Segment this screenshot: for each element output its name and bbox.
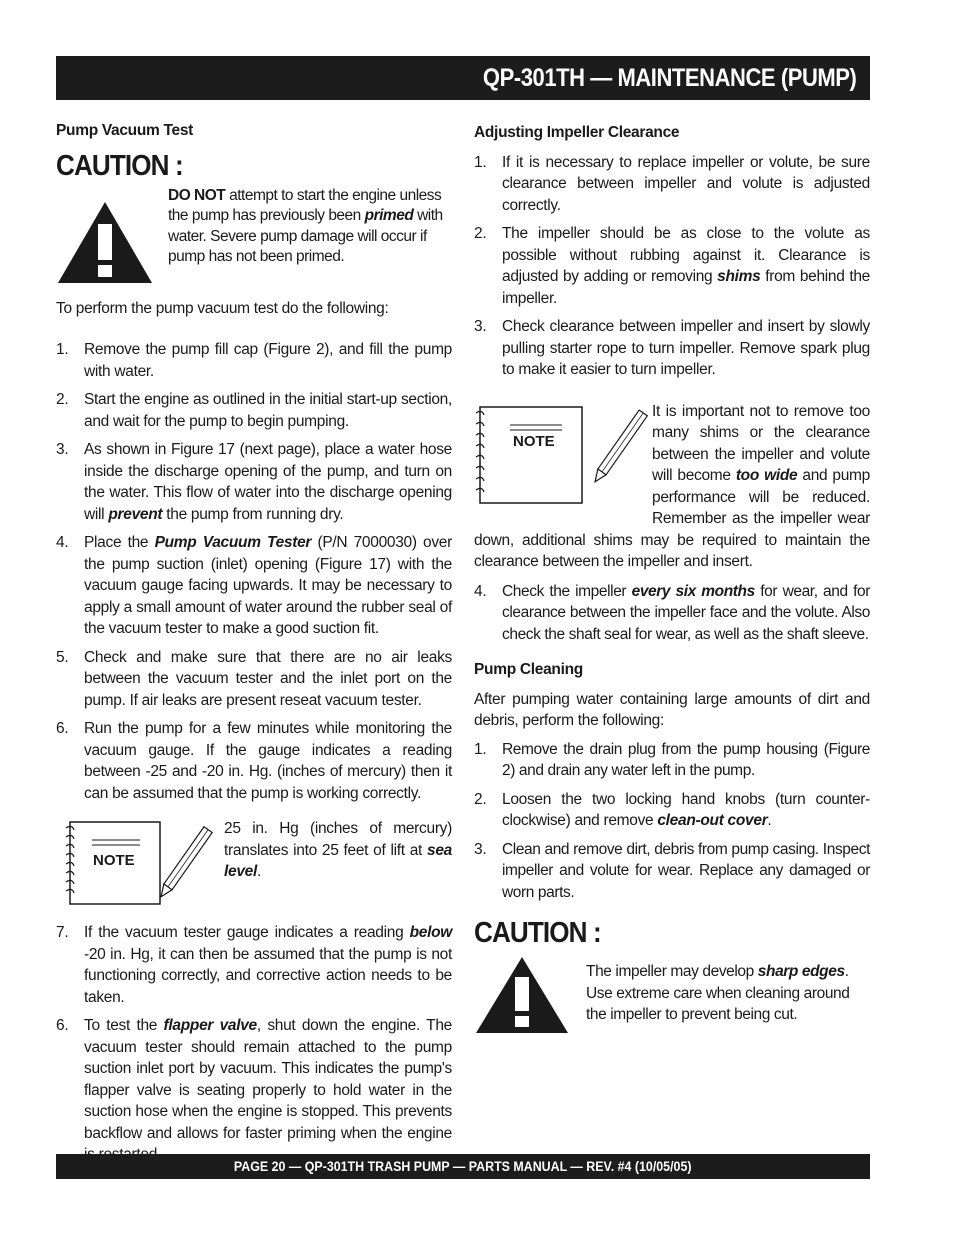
step-emphasis: prevent (108, 505, 163, 523)
step-number: 4. (56, 534, 69, 551)
step-text-part: (P/N 7000030) over the pump suction (inlet) opening (Figure 17) with the vacuum gauge facing upwards. It may be necessary to apply a small amount of water around the rubber seal of the vacuum tester to make a good suction fit. (84, 534, 452, 637)
step-text: Check and make sure that there are no air leaks between the vacuum tester and the inlet port on the pump. If air leaks are present reseat vacuum tester. (84, 648, 452, 709)
caution-text (168, 186, 452, 268)
list-item (56, 922, 452, 1008)
list-item (56, 439, 452, 525)
note-text (224, 818, 452, 908)
step-text-part: for wear, and for clearance between the impeller face and the volute. Also check the shaft seal for wear, as well as the shaft sleeve. (502, 582, 870, 643)
step-text (84, 1015, 452, 1166)
list-item (474, 223, 870, 309)
note-emphasis: too wide (735, 467, 798, 484)
step-text-part: from behind the impeller. (502, 268, 871, 307)
list-item (474, 739, 870, 782)
caution-text-part: . Use extreme care when cleaning around the impeller to prevent being cut. (586, 963, 850, 1023)
caution-emphasis: sharp edges (757, 963, 845, 980)
caution-heading: CAUTION : (56, 149, 183, 182)
vacuum-test-steps (56, 339, 452, 804)
adjusting-impeller-heading: Adjusting Impeller Clearance (474, 124, 680, 141)
step-number: 1. (474, 153, 487, 171)
note-text-part: . (256, 863, 261, 880)
step-number: 6. (56, 1017, 69, 1034)
cleaning-intro: After pumping water containing large amounts of dirt and debris, perform the following: (474, 690, 870, 729)
step-text (502, 223, 870, 309)
caution-heading-2: CAUTION : (474, 917, 601, 949)
note-emphasis: sea level (224, 841, 452, 880)
intro-text: To perform the pump vacuum test do the following: (56, 299, 389, 317)
step-number: 3. (474, 318, 487, 335)
caution-text-part: attempt to start the engine unless the pump has previously been (168, 186, 442, 224)
note-block (56, 818, 452, 908)
note-label: NOTE (513, 432, 555, 450)
step-number: 4. (474, 582, 487, 600)
step-text-part: Loosen the two locking hand knobs (turn counter-clockwise) and remove (502, 790, 870, 829)
step-number: 2. (474, 225, 487, 242)
note-label: NOTE (93, 852, 135, 869)
step-text: If it is necessary to replace impeller or volute, be sure clearance between impeller and volute is adjusted correctly. (502, 153, 870, 214)
note-text-part: down, additional shims may be required to maintain the clearance between the impeller and insert. (474, 531, 870, 570)
page-header (56, 56, 870, 100)
note-text-part: It is important not to remove too many shims or the clearance between the impeller and volute will become (652, 402, 870, 484)
step-text (84, 922, 452, 1008)
list-item (56, 718, 452, 804)
list-item (474, 839, 870, 904)
caution-do-not: DO NOT (168, 186, 226, 204)
step-text-part: To test the (84, 1017, 164, 1034)
step-text-part: the pump from running dry. (162, 505, 344, 523)
note-text-part: 25 in. Hg (inches of mercury) translates into 25 feet of lift at (224, 820, 452, 859)
notebook-note-icon (56, 818, 216, 908)
step-number: 3. (474, 840, 487, 858)
note-block (474, 401, 870, 573)
pump-cleaning-heading: Pump Cleaning (474, 661, 583, 678)
step-number: 1. (56, 341, 69, 358)
step-number: 3. (56, 441, 69, 458)
step-text: Run the pump for a few minutes while monitoring the vacuum gauge. If the gauge indicates a reading between -25 and -20 in. Hg. (inches of mercury) then it can be assumed that the pump is working correctly. (84, 720, 452, 802)
caution-text-2 (586, 961, 870, 1026)
list-item (474, 789, 870, 832)
warning-triangle-icon (56, 200, 154, 286)
impeller-step-4 (474, 581, 870, 646)
caution-text-part: The impeller may develop (586, 963, 758, 980)
list-item (56, 647, 452, 712)
step-text-part: Check the impeller (502, 582, 632, 600)
step-emphasis: below (409, 924, 452, 941)
step-text-part: -20 in. Hg, it can then be assumed that the pump is not functioning correctly, and corrective action needs to be taken. (84, 945, 452, 1006)
step-text (84, 439, 452, 525)
caution-block-2 (474, 955, 870, 1035)
step-number: 1. (474, 740, 487, 758)
step-text-part: , shut down the engine. The vacuum tester should remain attached to the pump suction inlet port by vacuum. This indicates the pump's flapper valve is seating properly to hold water in the suction hose when the engine is stopped. This prevents backflow and allows for faster priming when the engine (84, 1017, 452, 1142)
step-text: Remove the drain plug from the pump housing (Figure 2) and drain any water left in the pump. (502, 740, 870, 779)
warning-triangle-icon (474, 955, 570, 1035)
step-text-part: As shown in Figure 17 (next page), place a water hose inside the discharge opening of the pump, and turn on the water. This flow of water into the discharge opening will (84, 441, 452, 523)
step-text-part: Place the (84, 534, 155, 551)
right-column (474, 122, 870, 1035)
step-number: 2. (474, 790, 487, 808)
step-number: 2. (56, 391, 69, 408)
list-item (474, 152, 870, 217)
list-item (474, 316, 870, 381)
step-text (502, 581, 870, 646)
step-emphasis: shims (717, 268, 761, 285)
step-emphasis: flapper valve (163, 1017, 257, 1034)
cleaning-steps (474, 739, 870, 904)
step-text: Start the engine as outlined in the initial start-up section, and wait for the pump to begin pumping. (84, 391, 452, 430)
note-text-part: and pump performance will be reduced. Remember as the impeller wear (652, 467, 870, 527)
notebook-note-icon (474, 397, 650, 509)
page-title: QP-301TH — MAINTENANCE (PUMP) (482, 63, 856, 92)
list-item (56, 1015, 452, 1166)
step-number: 6. (56, 720, 69, 737)
step-emphasis: Pump Vacuum Tester (154, 534, 312, 551)
step-emphasis: every six months (631, 582, 755, 600)
step-emphasis: clean-out cover (657, 812, 768, 829)
step-text: Check clearance between impeller and insert by slowly pulling starter rope to turn impeller. Remove spark plug to make it easier to turn impeller. (502, 318, 870, 378)
impeller-steps (474, 152, 870, 381)
step-text (84, 532, 452, 640)
step-text (502, 789, 870, 832)
step-number: 5. (56, 648, 69, 666)
pump-vacuum-test-heading: Pump Vacuum Test (56, 122, 194, 139)
left-column (56, 120, 452, 1173)
list-item (56, 532, 452, 640)
step-text: Clean and remove dirt, debris from pump casing. Inspect impeller and volute for wear. Replace any damaged or worn parts. (502, 840, 870, 901)
list-item (474, 581, 870, 646)
list-item (56, 389, 452, 432)
caution-text-part: with water. Severe pump damage will occur if pump has not been primed. (168, 207, 443, 265)
page-footer (56, 1154, 870, 1179)
caution-block (56, 186, 452, 286)
list-item (56, 339, 452, 382)
step-text-part: If the vacuum tester gauge indicates a reading (84, 924, 410, 941)
step-text: Remove the pump fill cap (Figure 2), and fill the pump with water. (84, 341, 452, 380)
caution-primed: primed (364, 207, 414, 224)
step-text-part: The impeller should be as close to the volute as possible without rubbing against it. Clearance is adjusted by adding or removing (502, 225, 870, 285)
step-number: 7. (56, 924, 69, 941)
vacuum-test-steps-continued (56, 922, 452, 1166)
footer-text: PAGE 20 — QP-301TH TRASH PUMP — PARTS MANUAL — REV. #4 (10/05/05) (234, 1159, 692, 1174)
step-text-part: . (767, 812, 772, 829)
